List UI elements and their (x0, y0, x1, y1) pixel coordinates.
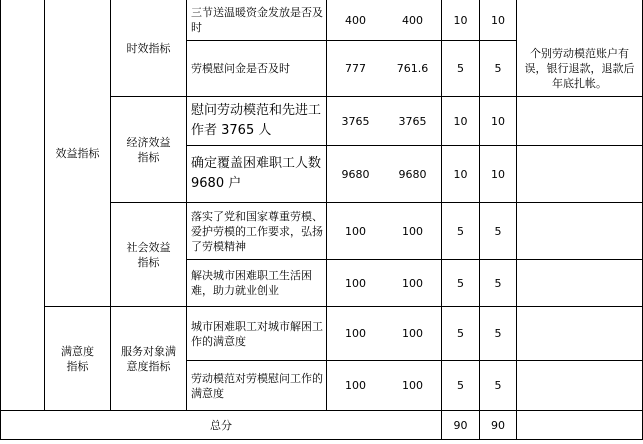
indicator-cell: 落实了党和国家尊重劳模、爱护劳模的工作要求，弘扬了劳模精神 (191, 209, 323, 253)
score-cell: 10 (491, 114, 505, 128)
score-cell: 5 (494, 276, 502, 290)
rule-line (516, 96, 642, 97)
level2-timeliness: 时效指标 (126, 41, 171, 55)
level2-economic-label: 经济效益指标 (126, 135, 171, 164)
weight-cell: 5 (457, 62, 464, 75)
target-cell: 100 (345, 327, 366, 340)
rule-line (0, 439, 643, 440)
total-score: 90 (491, 418, 505, 432)
weight-cell: 5 (457, 379, 464, 392)
target-cell: 3765 (341, 114, 370, 128)
target-cell: 100 (345, 379, 366, 392)
indicator-cell: 三节送温暖资金发放是否及时 (191, 6, 323, 34)
actual-cell: 100 (402, 327, 423, 340)
rule-line (516, 145, 642, 146)
actual-cell: 100 (402, 224, 423, 238)
level2-economic (111, 97, 186, 202)
score-cell: 5 (494, 327, 502, 340)
actual-cell: 100 (402, 276, 423, 290)
actual-cell: 400 (402, 13, 423, 27)
total-label: 总分 (210, 418, 232, 432)
level1-efficiency: 效益指标 (55, 146, 100, 160)
target-cell: 777 (345, 62, 366, 75)
target-cell: 100 (345, 276, 366, 290)
level2-service-satisfaction-label: 服务对象满意度指标 (121, 344, 176, 373)
level2-service-satisfaction (111, 307, 186, 410)
indicator-cell: 确定覆盖困难职工人数 9680 户 (191, 156, 322, 191)
actual-cell: 9680 (398, 167, 427, 181)
target-cell: 9680 (341, 167, 370, 181)
weight-cell: 5 (457, 276, 464, 290)
actual-cell: 100 (402, 379, 423, 392)
indicator-cell: 城市困难职工对城市解困工作的满意度 (191, 319, 323, 348)
score-cell: 10 (491, 167, 505, 181)
actual-cell: 3765 (398, 114, 427, 128)
weight-cell: 5 (457, 327, 464, 340)
target-cell: 400 (345, 13, 366, 27)
actual-cell: 761.6 (396, 62, 429, 75)
level2-social (111, 203, 186, 306)
level1-satisfaction-label: 满意度指标 (61, 344, 94, 373)
indicator-cell: 劳动模范对劳模慰问工作的满意度 (191, 371, 323, 400)
weight-cell: 10 (453, 114, 468, 128)
total-weight: 90 (453, 418, 468, 432)
indicator-cell: 解决城市困难职工生活困难，助力就业创业 (191, 269, 312, 297)
rule-line (0, 0, 1, 440)
remark-cell: 个别劳动模范账户有误，银行退款，退款后年底扎帐。 (524, 47, 635, 90)
weight-cell: 10 (453, 167, 468, 181)
score-cell: 10 (491, 13, 505, 27)
indicator-cell: 慰问劳动模范和先进工作者 3765 人 (191, 103, 322, 138)
score-cell: 5 (494, 224, 502, 238)
level1-satisfaction (45, 307, 110, 410)
level2-social-label: 社会效益指标 (126, 240, 171, 269)
weight-cell: 5 (457, 224, 464, 238)
weight-cell: 10 (453, 13, 468, 27)
target-cell: 100 (345, 224, 366, 238)
indicator-cell: 劳模慰问金是否及时 (191, 62, 290, 75)
score-cell: 5 (494, 379, 502, 392)
score-cell: 5 (494, 62, 502, 75)
